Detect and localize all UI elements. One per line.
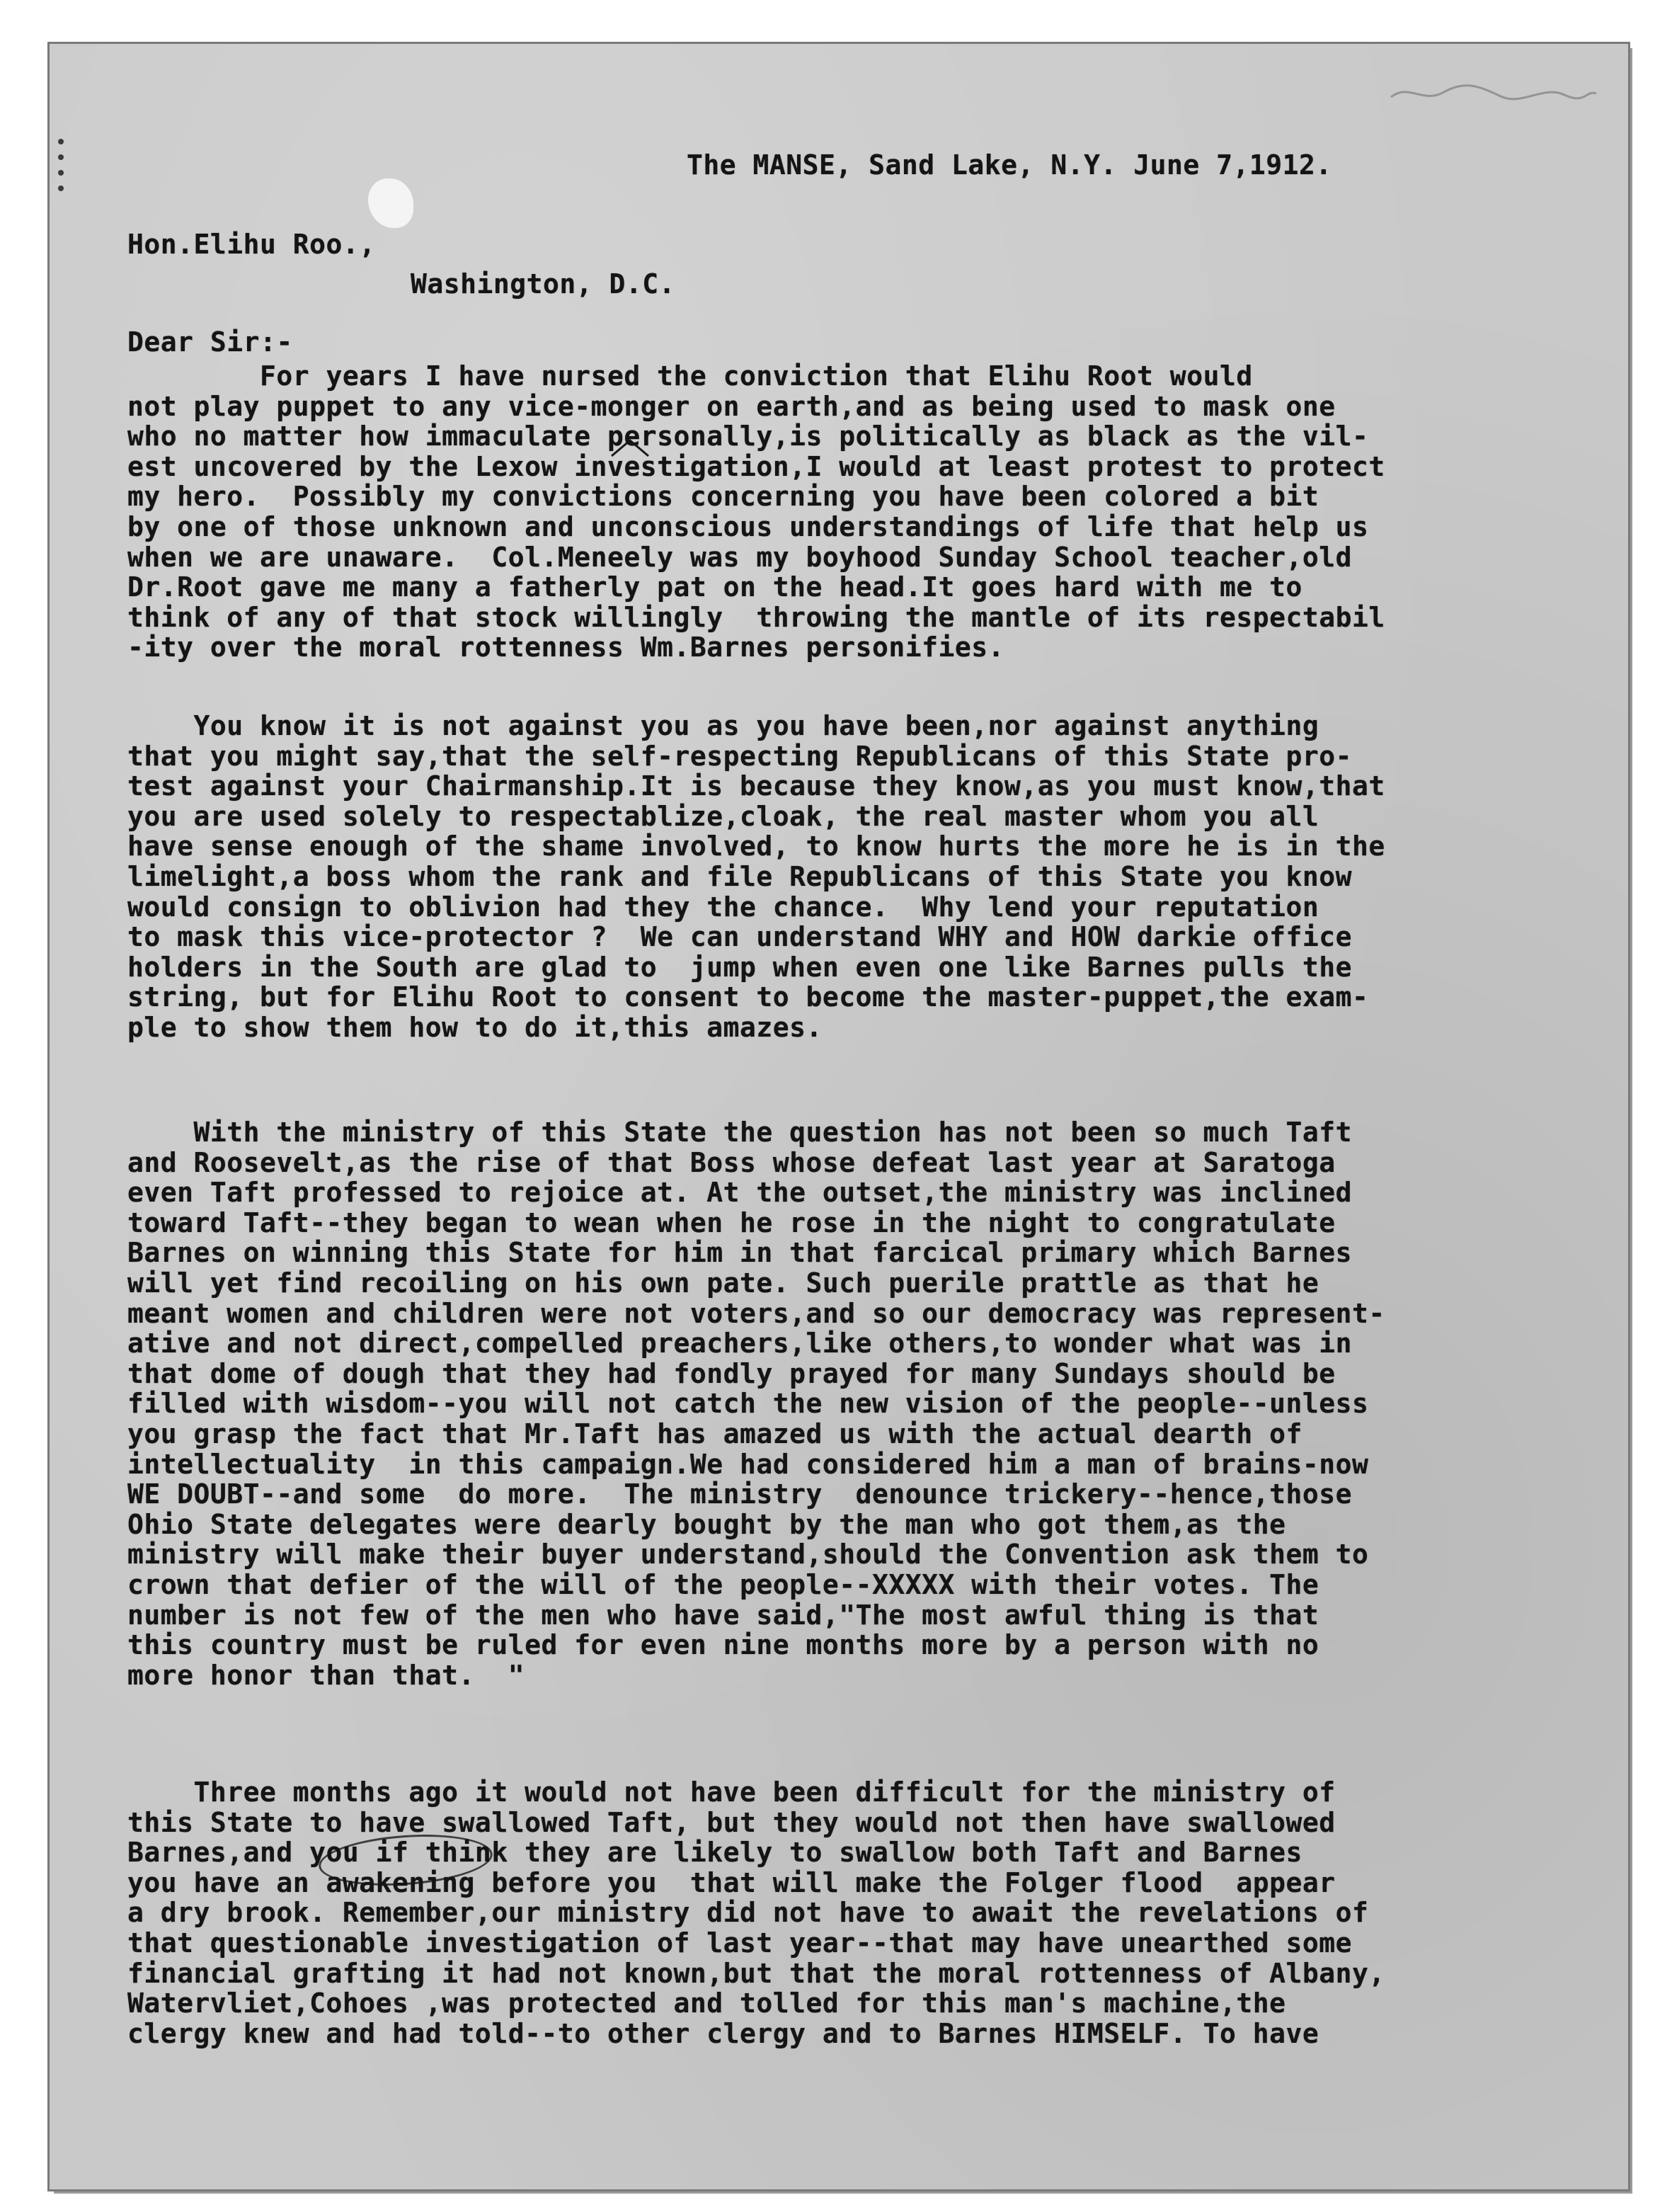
addressee-name: Hon.Elihu Roo.,: [127, 229, 376, 260]
letter-line: Three months ago it would not have been difficult for the ministry of: [127, 1777, 1336, 1808]
letter-line: by one of those unknown and unconscious understandings of life that help us: [127, 511, 1369, 542]
letter-line: to mask this vice-protector ? We can understand WHY and HOW darkie office: [127, 921, 1352, 953]
letter-line: Ohio State delegates were dearly bought by the man who got them,as the: [127, 1508, 1286, 1540]
letter-line: would consign to oblivion had they the chance. Why lend your reputation: [127, 891, 1319, 923]
letter-line: Barnes on winning this State for him in that farcical primary which Barnes: [127, 1237, 1352, 1269]
letter-line: that questionable investigation of last year--that may have unearthed some: [127, 1927, 1352, 1959]
letter-line: Barnes,and you if think they are likely to swallow both Taft and Barnes: [127, 1837, 1302, 1869]
letter-line: more honor than that. ": [127, 1659, 525, 1691]
addressee-city: Washington, D.C.: [411, 268, 676, 300]
letter-paragraph: [127, 711, 1385, 1043]
letter-dateline: The MANSE, Sand Lake, N.Y. June 7,1912.: [687, 149, 1332, 181]
letter-line: With the ministry of this State the question has not been so much Taft: [127, 1117, 1352, 1148]
torn-hole: [368, 178, 413, 228]
letter-line: that you might say,that the self-respecting Republicans of this State pro-: [127, 740, 1352, 772]
letter-line: meant women and children were not voters,and so our democracy was represent-: [127, 1297, 1385, 1329]
letter-line: ministry will make their buyer understand,should the Convention ask them to: [127, 1539, 1369, 1570]
letter-line: you have an awakening before you that will make the Folger flood appear: [127, 1866, 1336, 1898]
letter-line: think of any of that stock willingly throwing the mantle of its respectabil: [127, 601, 1385, 633]
letter-line: have sense enough of the shame involved, to know hurts the more he is in the: [127, 831, 1385, 862]
letter-sheet: [50, 44, 1628, 2189]
letter-line: will yet find recoiling on his own pate. Such puerile prattle as that he: [127, 1267, 1319, 1299]
letter-line: you are used solely to respectablize,cloak, the real master whom you all: [127, 800, 1319, 832]
letter-line: financial grafting it had not known,but that the moral rottenness of Albany,: [127, 1957, 1385, 1989]
binder-hole-marks: [58, 129, 68, 214]
letter-line: Dr.Root gave me many a fatherly pat on the head.It goes hard with me to: [127, 571, 1302, 603]
letter-line: this State to have swallowed Taft, but they would not then have swallowed: [127, 1806, 1336, 1838]
letter-line: not play puppet to any vice-monger on earth,and as being used to mask one: [127, 390, 1336, 422]
letter-paragraph: [127, 361, 1385, 663]
letter-line: ative and not direct,compelled preachers,like others,to wonder what was in: [127, 1328, 1352, 1359]
letter-line: string, but for Elihu Root to consent to become the master-puppet,the exam-: [127, 981, 1369, 1013]
letter-line: ple to show them how to do it,this amazes.: [127, 1011, 823, 1043]
letter-line: limelight,a boss whom the rank and file Republicans of this State you know: [127, 860, 1352, 892]
letter-line: est uncovered by the Lexow investigation,I would at least protest to protect: [127, 450, 1385, 482]
letter-line: toward Taft--they began to wean when he rose in the night to congratulate: [127, 1207, 1336, 1238]
letter-line: this country must be ruled for even nine months more by a person with no: [127, 1629, 1319, 1661]
letter-line: filled with wisdom--you will not catch the new vision of the people--unless: [127, 1388, 1369, 1420]
letter-line: intellectuality in this campaign.We had considered him a man of brains-now: [127, 1448, 1369, 1480]
letter-line: and Roosevelt,as the rise of that Boss whose defeat last year at Saratoga: [127, 1146, 1336, 1178]
letter-line: that dome of dough that they had fondly prayed for many Sundays should be: [127, 1357, 1336, 1389]
letter-salutation: Dear Sir:-: [127, 326, 293, 358]
letter-line: who no matter how immaculate personally,is politically as black as the vil-: [127, 421, 1369, 452]
archive-pencil-notation: [1387, 79, 1600, 108]
letter-line: you grasp the fact that Mr.Taft has amazed us with the actual dearth of: [127, 1418, 1302, 1449]
letter-line: clergy knew and had told--to other clergy and to Barnes HIMSELF. To have: [127, 2017, 1319, 2049]
letter-line: crown that defier of the will of the people--XXXXX with their votes. The: [127, 1568, 1319, 1600]
letter-line: Watervliet,Cohoes ,was protected and tolled for this man's machine,the: [127, 1988, 1286, 2019]
letter-line: number is not few of the men who have said,"The most awful thing is that: [127, 1599, 1319, 1631]
letter-paragraph: [127, 1117, 1385, 1690]
letter-line: a dry brook. Remember,our ministry did not have to await the revelations of: [127, 1897, 1369, 1929]
letter-line: when we are unaware. Col.Meneely was my boyhood Sunday School teacher,old: [127, 541, 1352, 573]
letter-line: -ity over the moral rottenness Wm.Barnes personifies.: [127, 632, 1005, 663]
letter-line: For years I have nursed the conviction that Elihu Root would: [127, 360, 1253, 392]
letter-line: You know it is not against you as you have been,nor against anything: [127, 710, 1319, 741]
letter-line: even Taft professed to rejoice at. At the outset,the ministry was inclined: [127, 1177, 1352, 1209]
letter-line: my hero. Possibly my convictions concerning you have been colored a bit: [127, 481, 1319, 513]
letter-line: WE DOUBT--and some do more. The ministry denounce trickery--hence,those: [127, 1478, 1352, 1510]
letter-paragraph: [127, 1777, 1385, 2048]
letter-line: holders in the South are glad to jump when even one like Barnes pulls the: [127, 951, 1352, 983]
letter-line: test against your Chairmanship.It is because they know,as you must know,that: [127, 770, 1385, 802]
